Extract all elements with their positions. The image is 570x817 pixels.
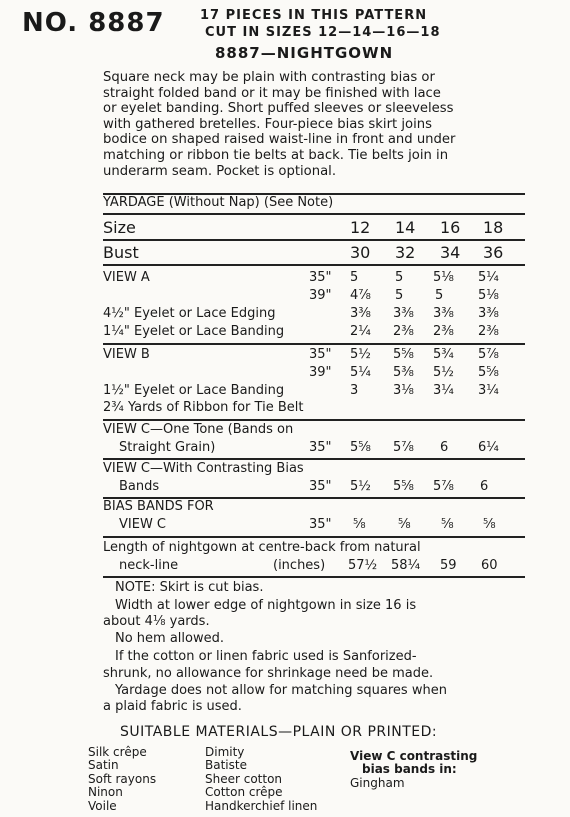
description-line: Square neck may be plain with contrasting bias or (103, 70, 435, 85)
table-row (103, 347, 525, 363)
cell: 6 (480, 479, 489, 494)
note-line: shrunk, no allowance for shrinkage need be made. (103, 666, 434, 681)
row-label: VIEW C—One Tone (Bands on (103, 422, 294, 437)
description-line: straight folded band or it may be finished with lace (103, 85, 441, 101)
bust-row (103, 243, 525, 262)
table-row (103, 558, 525, 574)
cell: 5¾ (433, 347, 454, 362)
table-row (103, 288, 525, 304)
cell: 57½ (348, 558, 378, 573)
note-line: If the cotton or linen fabric used is Sanforized- (115, 649, 417, 664)
size-row (103, 218, 525, 237)
cell: 5⅛ (433, 270, 454, 285)
size-value: 18 (483, 218, 504, 237)
cell: 5⅝ (393, 479, 414, 494)
cell: 5⅜ (393, 365, 414, 380)
rule (103, 239, 525, 241)
fabric-width: 39" (309, 365, 332, 380)
cell: 5⅞ (393, 440, 414, 455)
cell: 5⅝ (393, 347, 414, 362)
cell: 3⅛ (393, 383, 414, 398)
rule (103, 343, 525, 345)
size-value: 12 (350, 218, 371, 237)
cell: 5 (435, 288, 444, 303)
material-item: Soft rayons (88, 771, 157, 786)
table-row (103, 461, 525, 477)
cell: 2¼ (350, 324, 371, 339)
description-line: with gathered bretelles. Four-piece bias skirt joins (103, 116, 433, 132)
cell: 3 (350, 383, 359, 398)
table-row (103, 306, 525, 322)
material-item: Ninon (88, 785, 123, 800)
row-label: 4½" Eyelet or Lace Edging (103, 306, 276, 321)
table-row (103, 540, 525, 556)
pattern-title: 8887—NIGHTGOWN (215, 44, 394, 62)
cell: ⅝ (353, 517, 366, 532)
cell: 5⅝ (478, 365, 499, 380)
materials-col-2 (205, 746, 317, 813)
materials-heading: SUITABLE MATERIALS—PLAIN OR PRINTED: (120, 724, 438, 740)
description-line: matching or ribbon tie belts at back. Tie belts join in (103, 147, 449, 163)
material-subheading: bias bands in: (362, 762, 457, 777)
note-line: Width at lower edge of nightgown in size 16 is (115, 598, 417, 613)
cell: 58¼ (391, 558, 421, 573)
row-label: 1½" Eyelet or Lace Banding (103, 383, 285, 398)
note-line: about 4⅛ yards. (103, 614, 210, 629)
cell: 5⅝ (350, 440, 371, 455)
table-row (103, 400, 525, 416)
material-item: Gingham (350, 775, 405, 790)
cell: 4⅞ (350, 288, 371, 303)
cut-sizes: CUT IN SIZES 12—14—16—18 (205, 25, 441, 40)
note-line: Yardage does not allow for matching squares when (115, 683, 447, 698)
cell: 3⅜ (350, 306, 371, 321)
table-row (103, 440, 525, 456)
table-row (103, 499, 525, 515)
fabric-width: (inches) (273, 558, 326, 573)
cell: 6 (440, 440, 449, 455)
note-line: No hem allowed. (115, 631, 225, 646)
material-item: Satin (88, 758, 119, 773)
size-value: 16 (440, 218, 461, 237)
yardage-heading: YARDAGE (Without Nap) (See Note) (103, 195, 334, 210)
table-row (103, 479, 525, 495)
cell: 5⅞ (478, 347, 499, 362)
cell: 5½ (350, 479, 371, 494)
description-line: underarm seam. Pocket is optional. (103, 163, 337, 179)
row-label: VIEW A (103, 270, 150, 285)
fabric-width: 35" (309, 479, 332, 494)
row-label: VIEW C (119, 517, 167, 532)
rule (103, 576, 525, 578)
fabric-width: 35" (309, 270, 332, 285)
cell: ⅝ (483, 517, 496, 532)
note-line: a plaid fabric is used. (103, 699, 242, 714)
rule (103, 419, 525, 421)
cell: 5⅞ (433, 479, 454, 494)
row-label: 1¼" Eyelet or Lace Banding (103, 324, 285, 339)
description-line: or eyelet banding. Short puffed sleeves or sleeveless (103, 101, 454, 117)
cell: 3⅜ (478, 306, 499, 321)
table-row (103, 422, 525, 438)
cell: 6¼ (478, 440, 499, 455)
cell: 3¼ (478, 383, 499, 398)
bust-value: 34 (440, 243, 461, 262)
cell: 5½ (433, 365, 454, 380)
table-row (103, 365, 525, 381)
cell: 5¼ (478, 270, 499, 285)
fabric-width: 35" (309, 440, 332, 455)
size-value: 14 (395, 218, 416, 237)
material-item: Sheer cotton (205, 771, 283, 786)
materials-col-3 (350, 750, 477, 790)
note-line: NOTE: Skirt is cut bias. (115, 580, 264, 595)
bust-value: 32 (395, 243, 416, 262)
bust-value: 36 (483, 243, 504, 262)
table-row (103, 383, 525, 399)
row-label: Straight Grain) (119, 440, 216, 455)
yardage-heading-row (103, 195, 525, 211)
bust-value: 30 (350, 243, 371, 262)
cell: ⅝ (398, 517, 411, 532)
cell: ⅝ (441, 517, 454, 532)
fabric-width: 39" (309, 288, 332, 303)
material-item: Silk crêpe (88, 745, 147, 759)
cell: 5 (350, 270, 359, 285)
cell: 5 (395, 288, 404, 303)
cell: 2⅜ (393, 324, 414, 339)
material-item: Batiste (205, 758, 247, 773)
size-label: Size (103, 218, 136, 237)
table-row (103, 324, 525, 340)
cell: 5 (395, 270, 404, 285)
material-item: Dimity (205, 745, 245, 759)
materials-col-1 (88, 746, 156, 813)
rule (103, 264, 525, 266)
material-item: Voile (88, 798, 117, 813)
pattern-number: NO. 8887 (22, 8, 165, 38)
rule (103, 536, 525, 538)
row-label: BIAS BANDS FOR (103, 499, 214, 514)
cell: 5¼ (350, 365, 371, 380)
cell: 3⅜ (433, 306, 454, 321)
row-label: Length of nightgown at centre-back from natural (103, 540, 421, 555)
cell: 5½ (350, 347, 371, 362)
cell: 60 (481, 558, 498, 573)
description-line: bodice on shaped raised waist-line in front and under (103, 132, 456, 148)
rule (103, 458, 525, 460)
row-label: neck-line (119, 558, 179, 573)
cell: 2⅜ (433, 324, 454, 339)
table-row (103, 517, 525, 533)
fabric-width: 35" (309, 517, 332, 532)
cell: 3⅜ (393, 306, 414, 321)
cell: 59 (440, 558, 457, 573)
row-label: 2¾ Yards of Ribbon for Tie Belt (103, 400, 304, 415)
row-label: VIEW C—With Contrasting Bias (103, 461, 304, 476)
row-label: VIEW B (103, 347, 150, 362)
description (103, 70, 523, 179)
material-subheading: View C contrasting (350, 749, 478, 763)
cell: 2⅜ (478, 324, 499, 339)
fabric-width: 35" (309, 347, 332, 362)
row-label: Bands (119, 479, 160, 494)
bust-label: Bust (103, 243, 139, 262)
material-item: Handkerchief linen (205, 798, 318, 813)
pieces-count: 17 PIECES IN THIS PATTERN (200, 8, 428, 23)
material-item: Cotton crêpe (205, 785, 283, 800)
table-row (103, 270, 525, 286)
cell: 3¼ (433, 383, 454, 398)
rule (103, 213, 525, 215)
cell: 5⅛ (478, 288, 499, 303)
